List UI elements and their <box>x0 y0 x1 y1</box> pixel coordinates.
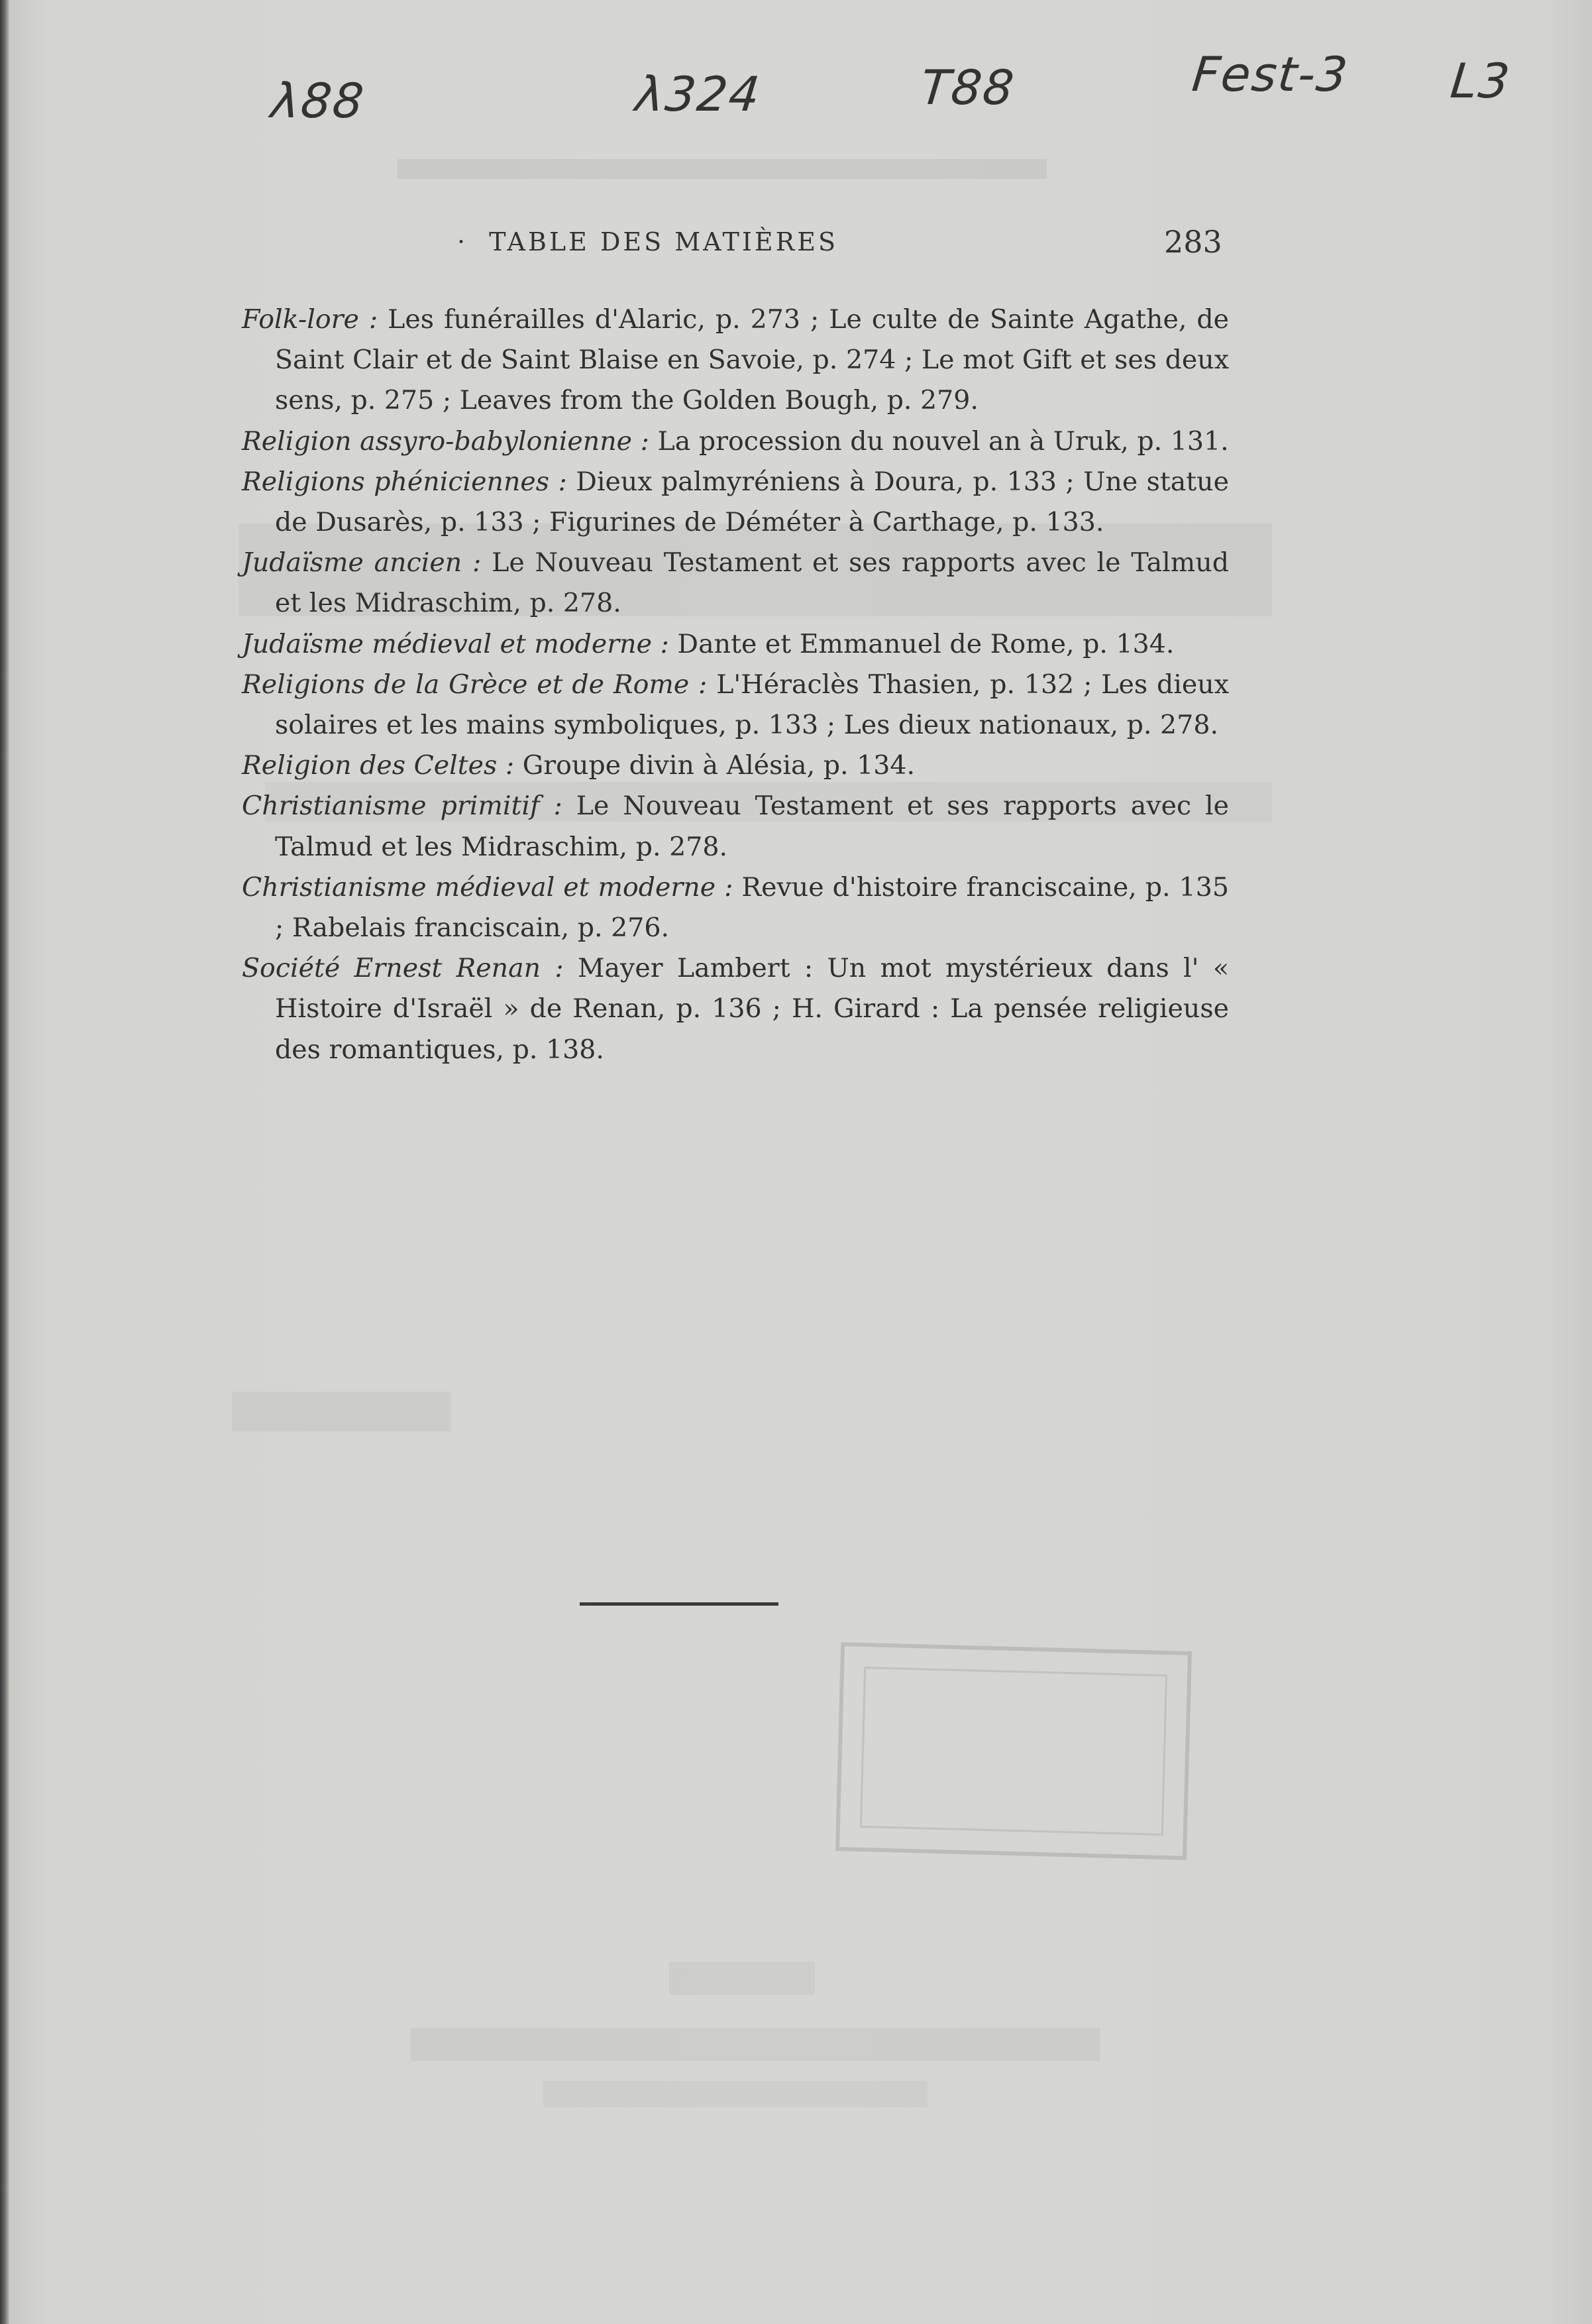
toc-entry-category: Judaïsme ancien : <box>242 547 482 579</box>
toc-entry-text: La procession du nouvel an à Uruk, p. 131. <box>657 425 1229 457</box>
toc-entry-medieval-christianity <box>242 867 1229 948</box>
table-of-contents <box>242 300 1229 1070</box>
toc-entry-phoenician <box>242 462 1229 543</box>
running-head <box>457 227 838 256</box>
toc-entry-text: Mayer Lambert : Un mot mystérieux dans l' « Histoire d'Israël » de Renan, p. 136 ; H. Girard : La pensée religieuse des romantiques, p. 138. <box>275 953 1230 1065</box>
toc-entry-text: Groupe divin à Alésia, p. 134. <box>522 750 916 781</box>
toc-entry-greece-rome <box>242 665 1229 746</box>
handwritten-mark-4: Fest-3 <box>1189 46 1352 102</box>
toc-entry-category: Religion des Celtes : <box>242 750 515 781</box>
toc-entry-early-christianity <box>242 786 1229 867</box>
toc-entry-ancient-judaism <box>242 543 1229 624</box>
show-through-block-7 <box>543 2081 928 2107</box>
running-head-title: TABLE DES MATIÈRES <box>489 227 839 256</box>
show-through-block-4 <box>232 1392 451 1431</box>
toc-entry-medieval-judaism <box>242 624 1229 665</box>
toc-entry-category: Religion assyro-babylonienne : <box>242 425 649 457</box>
toc-entry-text: Revue d'histoire franciscaine, p. 135 ; Rabelais franciscain, p. 276. <box>275 871 1229 944</box>
handwritten-mark-3: T88 <box>918 60 1018 115</box>
handwritten-mark-5: L3 <box>1448 53 1514 109</box>
show-through-block-6 <box>411 2028 1100 2061</box>
toc-entry-category: Christianisme primitif : <box>242 791 562 822</box>
toc-entry-societe-renan <box>242 948 1229 1070</box>
toc-entry-category: Christianisme médieval et moderne : <box>242 871 733 903</box>
toc-entry-text: Dante et Emmanuel de Rome, p. 134. <box>677 628 1175 659</box>
handwritten-mark-2: λ324 <box>633 66 764 122</box>
handwritten-mark-1: λ88 <box>268 73 368 129</box>
running-head-bullet: · <box>457 227 490 256</box>
toc-entry-celts <box>242 746 1229 786</box>
toc-entry-text: L'Héraclès Thasien, p. 132 ; Les dieux solaires et les mains symboliques, p. 133 ; Les dieux nationaux, p. 278. <box>275 669 1229 741</box>
show-through-block-1 <box>398 159 1047 179</box>
toc-entry-category: Religions phéniciennes : <box>242 466 567 497</box>
toc-entry-text: Dieux palmyréniens à Doura, p. 133 ; Une statue de Dusarès, p. 133 ; Figurines de Déméter à Carthage, p. 133. <box>275 466 1229 538</box>
toc-entry-folklore <box>242 300 1229 421</box>
toc-entry-text: Les funérailles d'Alaric, p. 273 ; Le culte de Sainte Agathe, de Saint Clair et de Saint Blaise en Savoie, p. 274 ; Le mot Gift et ses deux sens, p. 275 ; Leaves from the Golden Bough, p. 279. <box>275 304 1229 416</box>
page-number: 283 <box>1164 224 1222 260</box>
library-stamp-show-through <box>835 1642 1192 1860</box>
library-stamp-inner-border <box>860 1667 1167 1836</box>
page-edge-shadow <box>0 0 9 2324</box>
toc-entry-assyro-babylonian <box>242 421 1229 462</box>
toc-entry-category: Religions de la Grèce et de Rome : <box>242 669 708 700</box>
closing-rule <box>580 1602 778 1606</box>
toc-entry-category: Société Ernest Renan : <box>242 953 564 984</box>
show-through-block-5 <box>669 1962 815 1995</box>
toc-entry-category: Folk-lore : <box>242 304 378 335</box>
toc-entry-category: Judaïsme médieval et moderne : <box>242 628 669 659</box>
toc-entry-text: Le Nouveau Testament et ses rapports avec le Talmud et les Midraschim, p. 278. <box>275 791 1229 862</box>
toc-entry-text: Le Nouveau Testament et ses rapports avec le Talmud et les Midraschim, p. 278. <box>275 547 1229 619</box>
